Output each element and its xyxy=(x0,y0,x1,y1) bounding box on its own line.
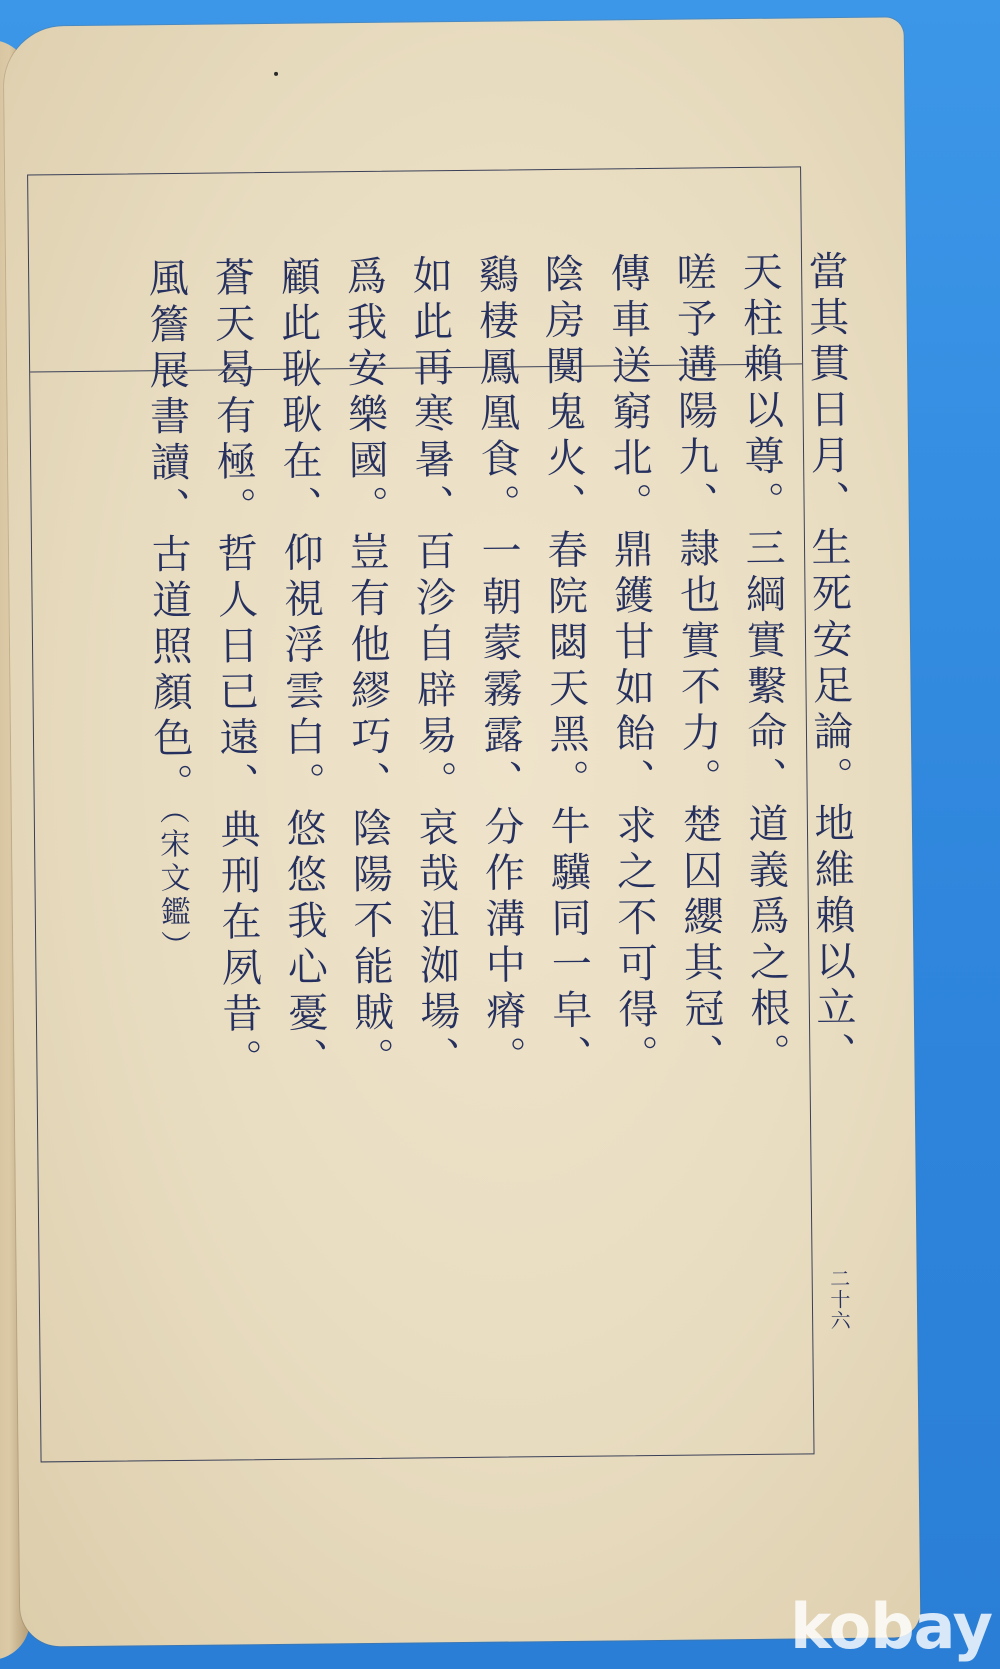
book-page xyxy=(4,17,921,1646)
page-number: 二十六 xyxy=(826,1267,852,1332)
poem-text xyxy=(132,249,866,1085)
poem-line: 天柱賴以尊。三綱實繫命、道義爲之根。 xyxy=(735,250,791,1080)
poem-line-text: 風簷展書讀、古道照顏色。 xyxy=(141,256,194,810)
poem-line: 如此再寒暑、百沴自辟易。哀哉沮洳場、 xyxy=(405,254,461,1083)
poem-line: 當其貫日月、生死安足論。地維賴以立、 xyxy=(801,249,857,1079)
poem-line: 傳車送窮北。鼎鑊甘如飴、求之不可得。 xyxy=(603,252,659,1081)
poem-line: 爲我安樂國。豈有他繆巧、陰陽不能賊。 xyxy=(339,254,395,1084)
watermark-logo: kobay xyxy=(790,1590,992,1663)
poem-line: 蒼天曷有極。哲人日已遠、典刑在夙昔。 xyxy=(207,256,263,1085)
ink-speck xyxy=(274,72,278,76)
poem-line: 嗟予遘陽九、隷也實不力。楚囚纓其冠、 xyxy=(669,251,725,1080)
poem-line: 顧此耿耿在、仰視浮雲白。悠悠我心憂、 xyxy=(273,255,329,1084)
poem-line: 陰房闃鬼火、春院閟天黑。牛驥同一皁、 xyxy=(537,252,593,1082)
poem-line-last xyxy=(132,257,206,1018)
source-attribution: （宋文鑑） xyxy=(153,808,191,965)
poem-line: 鷄棲鳳凰食。一朝蒙霧露、分作溝中瘠。 xyxy=(471,253,527,1082)
